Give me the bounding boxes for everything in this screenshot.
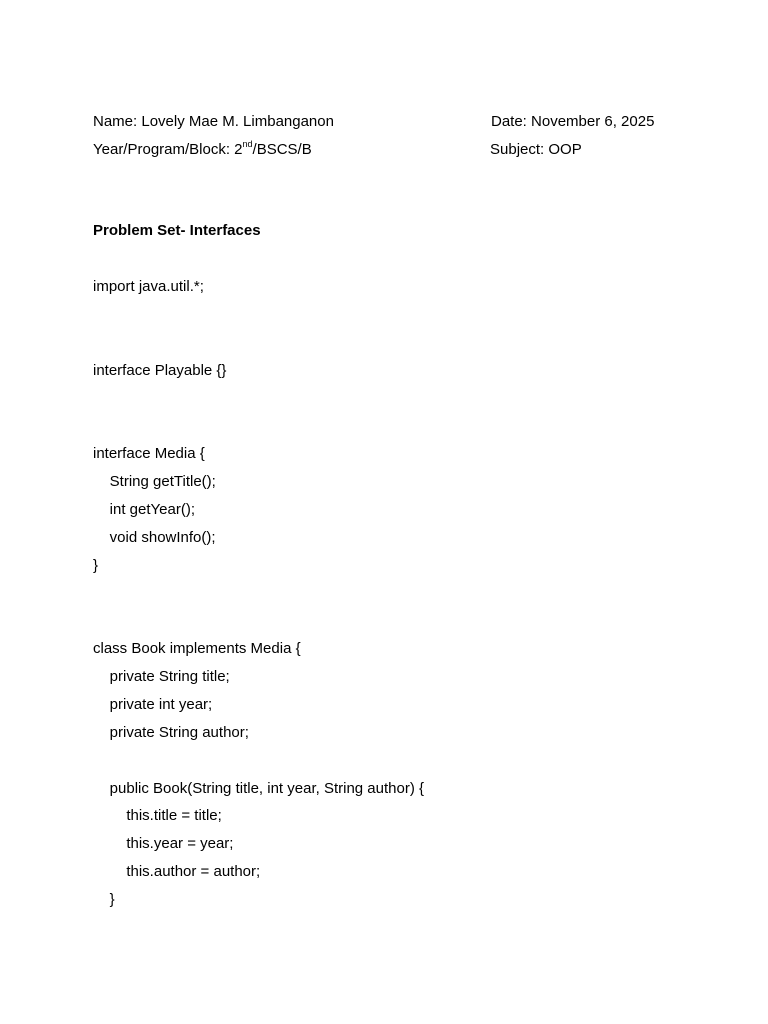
- code-line: String getTitle();: [93, 473, 216, 490]
- code-line: void showInfo();: [93, 529, 216, 546]
- code-line: }: [93, 557, 99, 574]
- code-line: private int year;: [93, 696, 213, 713]
- ypb-suffix: /BSCS/B: [252, 141, 312, 158]
- ypb-ordinal: nd: [242, 139, 253, 149]
- code-line: this.title = title;: [93, 807, 222, 824]
- code-line: class Book implements Media {: [93, 640, 301, 657]
- student-name: Name: Lovely Mae M. Limbanganon: [93, 113, 334, 130]
- code-line: this.year = year;: [93, 835, 234, 852]
- code-line: this.author = author;: [93, 863, 261, 880]
- problem-set-title: Problem Set- Interfaces: [93, 222, 261, 239]
- code-line: interface Playable {}: [93, 362, 227, 379]
- subject-line: Subject: OOP: [490, 141, 582, 158]
- ypb-prefix: Year/Program/Block: 2: [93, 141, 243, 158]
- date-line: Date: November 6, 2025: [491, 113, 655, 130]
- code-line: public Book(String title, int year, String author) {: [93, 780, 424, 797]
- code-line: }: [93, 891, 115, 908]
- code-line: interface Media {: [93, 445, 205, 462]
- code-line: int getYear();: [93, 501, 195, 518]
- year-program-block: [93, 141, 312, 159]
- code-line: private String title;: [93, 668, 230, 685]
- code-line: import java.util.*;: [93, 278, 204, 295]
- code-line: private String author;: [93, 724, 249, 741]
